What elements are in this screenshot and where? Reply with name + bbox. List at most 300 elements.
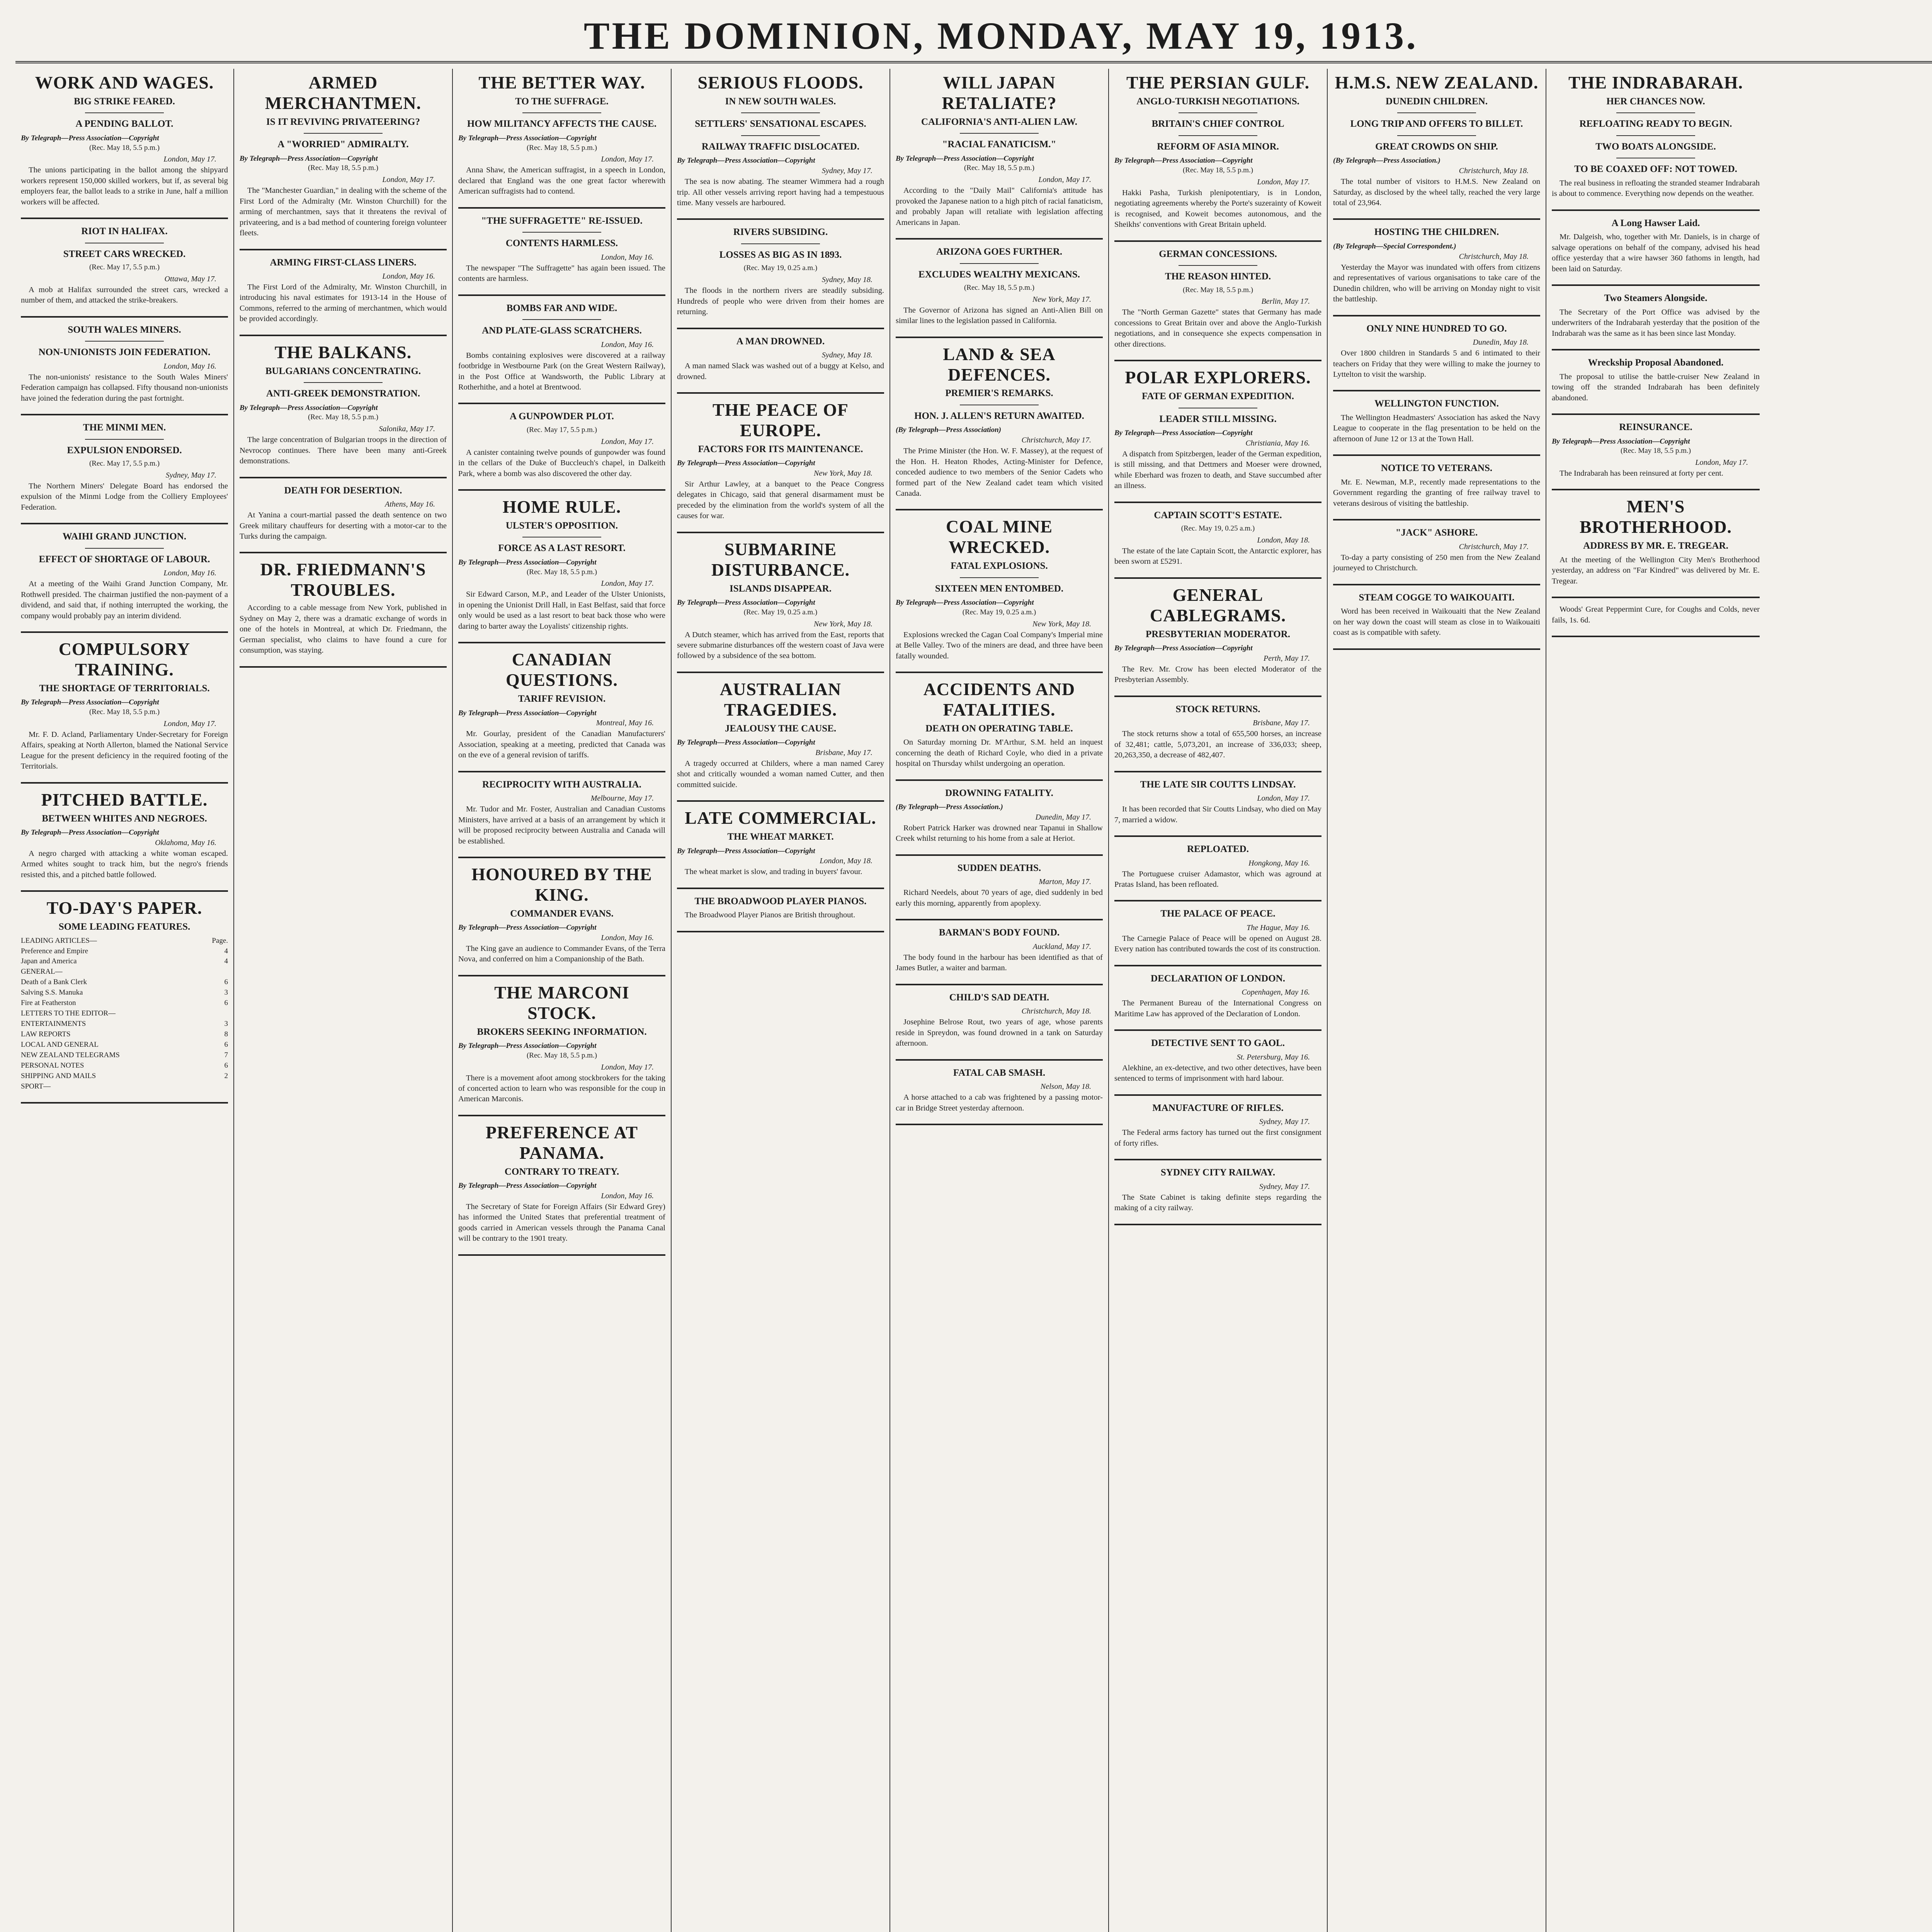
- article-deck: THE PALACE OF PEACE.: [1160, 908, 1276, 919]
- article-deck: REFORM OF ASIA MINOR.: [1157, 141, 1279, 152]
- article-body: The "Manchester Guardian," in dealing with the scheme of the First Lord of the Admiralty (Mr. Winston Churchill) for the arming of merchantmen, says that it threatens the revival of privateering, and is a bad method of countering foreign volunteer fleets.: [240, 186, 447, 238]
- article-body: The large concentration of Bulgarian troops in the direction of Nevrocop continues. There have been many anti-Greek demonstrations.: [240, 435, 447, 466]
- news-article: [458, 650, 665, 760]
- article-separator: [896, 919, 1103, 920]
- article-deck: IS IT REVIVING PRIVATEERING?: [266, 116, 420, 127]
- dateline: Christchurch, May 18.: [1021, 1007, 1091, 1016]
- received-time: (Rec. May 18, 5.5 p.m.): [308, 164, 379, 172]
- contents-row: [21, 1019, 228, 1029]
- article-headline: THE BETTER WAY.: [478, 73, 645, 92]
- press-credit: By Telegraph—Press Association—Copyright: [677, 459, 815, 468]
- contents-row: [21, 946, 228, 957]
- press-credit: By Telegraph—Press Association—Copyright: [458, 134, 597, 142]
- article-deck: LOSSES AS BIG AS IN 1893.: [719, 249, 842, 260]
- article-deck: DEATH FOR DESERTION.: [284, 485, 402, 496]
- dateline: Montreal, May 16.: [596, 719, 654, 728]
- news-article: [1333, 527, 1540, 573]
- news-article: [21, 790, 228, 880]
- article-deck: LEADER STILL MISSING.: [1159, 413, 1277, 424]
- article-deck: HER CHANCES NOW.: [1606, 96, 1705, 107]
- news-column: [890, 69, 1109, 1932]
- news-article: [458, 779, 665, 847]
- press-credit: By Telegraph—Press Association—Copyright: [458, 709, 597, 717]
- article-headline: THE INDRABARAH.: [1568, 73, 1743, 92]
- article-separator: [896, 1124, 1103, 1125]
- contents-page: 4: [224, 947, 228, 955]
- article-deck: "JACK" ASHORE.: [1395, 527, 1478, 538]
- news-article: [1114, 585, 1321, 685]
- article-body: The First Lord of the Admiralty, Mr. Winston Churchill, in introducing his naval estimates for 1913-14 in the House of Commons, referred to the arming of merchantmen, which would be provided accordingly.: [240, 283, 447, 323]
- article-separator: [677, 888, 884, 889]
- article-headline: DR. FRIEDMANN'S TROUBLES.: [260, 560, 426, 600]
- article-separator: [677, 532, 884, 533]
- dateline: Christchurch, May 18.: [1459, 252, 1529, 261]
- article-headline: H.M.S. NEW ZEALAND.: [1335, 73, 1539, 92]
- dateline: Brisbane, May 17.: [1253, 719, 1310, 728]
- article-deck: COMMANDER EVANS.: [510, 908, 614, 919]
- article-body: Word has been received in Waikouaiti that the New Zealand on her way down the coast will steam as close in to Waikouaiti coast as is compatible with safety.: [1333, 607, 1540, 637]
- received-time: (Rec. May 19, 0.25 a.m.): [1181, 524, 1255, 533]
- dateline: Dunedin, May 18.: [1473, 338, 1529, 347]
- press-credit: By Telegraph—Press Association—Copyright: [240, 154, 378, 163]
- deck-rule: [960, 577, 1039, 578]
- article-body: Robert Patrick Harker was drowned near Tapanui in Shallow Creek whilst returning to his home from a sale at Heriot.: [896, 823, 1103, 843]
- received-time: (Rec. May 18, 5.5 p.m.): [526, 568, 597, 576]
- article-deck: SIXTEEN MEN ENTOMBED.: [935, 583, 1064, 594]
- article-deck: Two Steamers Alongside.: [1604, 293, 1708, 304]
- article-headline: PITCHED BATTLE.: [41, 789, 208, 810]
- press-credit: By Telegraph—Press Association—Copyright: [677, 156, 815, 165]
- contents-label: Japan and America: [21, 957, 77, 966]
- deck-rule: [1397, 112, 1476, 113]
- news-article: [21, 531, 228, 621]
- dateline: New York, May 18.: [813, 619, 872, 628]
- news-column: [672, 69, 890, 1932]
- article-deck: HON. J. ALLEN'S RETURN AWAITED.: [914, 410, 1084, 421]
- received-time: (Rec. May 19, 0.25 a.m.): [743, 608, 818, 616]
- deck-rule: [1179, 265, 1257, 266]
- article-separator: [896, 779, 1103, 781]
- article-body: The Wellington Headmasters' Association has asked the Navy League to cooperate in the flag presentation to be held on the afternoon of June 12 or 13 at the Town Hall.: [1333, 413, 1540, 443]
- dateline: Sydney, May 17.: [821, 167, 872, 175]
- dateline: Ottawa, May 17.: [164, 274, 216, 283]
- article-body: On Saturday morning Dr. M'Arthur, S.M. held an inquest concerning the death of Richard Coyle, who died in a private hospital on Thursday whilst undergoing an operation.: [896, 738, 1103, 768]
- press-credit: By Telegraph—Press Association—Copyright: [458, 558, 597, 566]
- dateline: London, May 17.: [163, 719, 216, 728]
- article-separator: [1114, 1159, 1321, 1160]
- article-body: The Northern Miners' Delegate Board has endorsed the expulsion of the Minmi Lodge from the Colliery Employees' Federation.: [21, 481, 228, 512]
- news-article: [1552, 217, 1760, 274]
- dateline: Christchurch, May 17.: [1021, 436, 1091, 445]
- dateline: London, May 16.: [601, 1191, 654, 1200]
- dateline: London, May 17.: [601, 155, 654, 164]
- news-article: [1114, 248, 1321, 350]
- article-deck: A PENDING BALLOT.: [75, 119, 173, 129]
- contents-page: 6: [224, 1061, 228, 1070]
- deck-rule: [741, 135, 820, 136]
- article-headline: HOME RULE.: [502, 497, 621, 517]
- dateline: Sydney, May 17.: [1259, 1117, 1310, 1126]
- article-separator: [458, 771, 665, 772]
- article-body: The estate of the late Captain Scott, the Antarctic explorer, has been sworn at £5291.: [1114, 546, 1321, 566]
- contents-label: LOCAL AND GENERAL: [21, 1041, 99, 1049]
- article-deck: "RACIAL FANATICISM.": [942, 139, 1056, 150]
- news-article: [896, 517, 1103, 662]
- article-separator: [896, 238, 1103, 240]
- news-article: [21, 73, 228, 207]
- news-article: [1114, 908, 1321, 954]
- article-separator: [896, 509, 1103, 510]
- article-body: The Broadwood Player Pianos are British throughout.: [685, 911, 855, 920]
- article-body: A man named Slack was washed out of a buggy at Kelso, and drowned.: [677, 362, 884, 381]
- article-deck: CONTRARY TO TREATY.: [504, 1166, 619, 1177]
- contents-page: Page.: [212, 936, 228, 945]
- contents-row: [21, 956, 228, 967]
- deck-rule: [522, 319, 601, 320]
- article-deck: A "WORRIED" ADMIRALTY.: [277, 139, 409, 150]
- news-article: [1114, 1102, 1321, 1149]
- dateline: London, May 17.: [601, 437, 654, 446]
- news-article: [240, 560, 447, 656]
- news-article: [458, 864, 665, 965]
- news-article: [677, 226, 884, 317]
- article-deck: AND PLATE-GLASS SCRATCHERS.: [482, 325, 642, 336]
- dateline: Christiania, May 16.: [1245, 439, 1310, 447]
- contents-label: LETTERS TO THE EDITOR—: [21, 1009, 116, 1018]
- article-separator: [1333, 390, 1540, 391]
- article-body: The Indrabarah has been reinsured at forty per cent.: [1560, 469, 1724, 478]
- article-headline: THE PEACE OF EUROPE.: [713, 400, 849, 440]
- article-body: A dispatch from Spitzbergen, leader of the German expedition, is still missing, and that Dettmers and Moeser were drowned, while Eberhard was frozen to death, and Stave succumbed after an illness.: [1114, 449, 1321, 490]
- article-body: The Secretary of State for Foreign Affairs (Sir Edward Grey) has informed the United States that preferential treatment of goods carried in American vessels through the Panama Canal will be contrary to the 1901 treaty.: [458, 1202, 665, 1243]
- article-deck: ANGLO-TURKISH NEGOTIATIONS.: [1136, 96, 1299, 107]
- news-column: [1546, 69, 1765, 1932]
- news-article: [458, 73, 665, 197]
- article-separator: [1114, 835, 1321, 837]
- article-deck: GREAT CROWDS ON SHIP.: [1375, 141, 1498, 152]
- news-article: [677, 335, 884, 382]
- article-deck: A MAN DROWNED.: [736, 336, 825, 347]
- article-deck: DECLARATION OF LONDON.: [1151, 973, 1285, 984]
- contents-row: [21, 1009, 228, 1019]
- article-body: The newspaper "The Suffragette" has again been issued. The contents are harmless.: [458, 264, 665, 283]
- news-article: [458, 302, 665, 393]
- dateline: London, May 18.: [1257, 536, 1310, 544]
- press-credit: By Telegraph—Press Association—Copyright: [240, 403, 378, 412]
- dateline: London, May 17.: [163, 155, 216, 164]
- article-body: The proposal to utilise the battle-cruiser New Zealand in towing off the stranded Indrabarah has been definitely abandoned.: [1552, 372, 1760, 402]
- news-article: [1333, 592, 1540, 638]
- news-article: [458, 983, 665, 1105]
- article-deck: THE WHEAT MARKET.: [727, 832, 834, 842]
- article-body: The body found in the harbour has been identified as that of James Butler, a waiter and barman.: [896, 953, 1103, 973]
- contents-row: [21, 1040, 228, 1050]
- article-deck: EXPULSION ENDORSED.: [67, 445, 182, 456]
- news-article: [21, 422, 228, 513]
- received-time: (Rec. May 18, 5.5 p.m.): [1620, 447, 1691, 455]
- article-separator: [1114, 900, 1321, 901]
- article-headline: MEN'S BROTHERHOOD.: [1579, 497, 1732, 537]
- article-separator: [1114, 696, 1321, 697]
- news-article: [677, 400, 884, 522]
- article-body: Mr. Dalgeish, who, together with Mr. Daniels, is in charge of salvage operations on behalf of the company, advised his head office yesterday that a wire hawser 360 fathoms in length, had been laid on Saturday.: [1552, 233, 1760, 273]
- article-deck: ANTI-GREEK DEMONSTRATION.: [266, 388, 420, 399]
- article-separator: [458, 1254, 665, 1256]
- article-body: To-day a party consisting of 250 men from the New Zealand journeyed to Christchurch.: [1333, 553, 1540, 573]
- received-time: (Rec. May 18, 5.5 p.m.): [1182, 286, 1253, 294]
- article-separator: [1333, 648, 1540, 650]
- article-deck: IN NEW SOUTH WALES.: [725, 96, 836, 107]
- article-deck: TO BE COAXED OFF: NOT TOWED.: [1574, 164, 1737, 175]
- article-deck: A Long Hawser Laid.: [1611, 218, 1700, 228]
- dateline: London, May 16.: [601, 253, 654, 262]
- article-body: The Prime Minister (the Hon. W. F. Massey), at the request of the Hon. H. Heaton Rhodes, Acting-Minister for Defence, conceded audience to two members of the Senior Cadets who formed part of the New Zealand cadet team which visited Canada.: [896, 447, 1103, 498]
- deck-rule: [1616, 112, 1695, 113]
- article-headline: COAL MINE WRECKED.: [946, 517, 1053, 557]
- news-article: [896, 927, 1103, 973]
- article-deck: HOW MILITANCY AFFECTS THE CAUSE.: [467, 119, 657, 129]
- article-body: According to the "Daily Mail" California's attitude has provoked the Japanese nation to a high pitch of racial fanaticism, and probably Japan will retaliate with legislation affecting Americans in Japan.: [896, 186, 1103, 227]
- dateline: Brisbane, May 17.: [815, 748, 872, 757]
- dateline: London, May 17.: [1257, 794, 1310, 803]
- article-body: A canister containing twelve pounds of gunpowder was found in the cellars of the Duke of Buccleuch's chapel, in Dalkeith Park, where a bomb was also discovered the other day.: [458, 448, 665, 478]
- article-separator: [1333, 454, 1540, 456]
- article-separator: [1114, 240, 1321, 242]
- contents-label: LAW REPORTS: [21, 1030, 71, 1039]
- article-deck: JEALOUSY THE CAUSE.: [724, 723, 837, 734]
- received-time: (Rec. May 18, 5.5 p.m.): [964, 284, 1035, 292]
- news-article: [21, 225, 228, 306]
- article-separator: [896, 854, 1103, 856]
- dateline: Hongkong, May 16.: [1248, 859, 1310, 867]
- contents-page: 4: [224, 957, 228, 966]
- article-deck: EXCLUDES WEALTHY MEXICANS.: [918, 269, 1080, 280]
- news-article: [1552, 292, 1760, 339]
- deck-rule: [522, 112, 601, 113]
- article-separator: [21, 316, 228, 318]
- contents-row: [21, 967, 228, 977]
- contents-label: ENTERTAINMENTS: [21, 1020, 86, 1028]
- article-deck: SETTLERS' SENSATIONAL ESCAPES.: [695, 119, 866, 129]
- deck-rule: [1179, 135, 1257, 136]
- news-article: [677, 539, 884, 662]
- article-deck: TARIFF REVISION.: [518, 694, 606, 704]
- article-body: The Permanent Bureau of the International Congress on Maritime Law has approved of the Declaration of London.: [1114, 999, 1321, 1018]
- article-deck: TO THE SUFFRAGE.: [515, 96, 609, 107]
- article-body: Yesterday the Mayor was inundated with offers from citizens and representatives of various organisations to take care of the Dunedin children, who will be arriving on Monday night to visit the battleship.: [1333, 263, 1540, 304]
- dateline: London, May 17.: [1257, 177, 1310, 186]
- article-headline: THE MARCONI STOCK.: [494, 982, 629, 1023]
- dateline: New York, May 18.: [813, 469, 872, 478]
- deck-rule: [741, 112, 820, 113]
- article-body: Richard Needels, about 70 years of age, died suddenly in bed early this morning, apparently from apoplexy.: [896, 888, 1103, 908]
- contents-page: 6: [224, 999, 228, 1007]
- article-headline: AUSTRALIAN TRAGEDIES.: [719, 679, 842, 719]
- article-separator: [1114, 1029, 1321, 1031]
- dateline: Christchurch, May 18.: [1459, 167, 1529, 175]
- article-deck: CONTENTS HARMLESS.: [505, 238, 618, 249]
- contents-label: Preference and Empire: [21, 947, 88, 955]
- contents-label: SPORT—: [21, 1082, 51, 1091]
- article-deck: REFLOATING READY TO BEGIN.: [1579, 119, 1732, 129]
- news-article: [677, 73, 884, 208]
- article-separator: [1552, 349, 1760, 350]
- article-separator: [458, 1115, 665, 1116]
- article-deck: SUDDEN DEATHS.: [957, 862, 1041, 873]
- dateline: Sydney, May 17.: [165, 471, 216, 480]
- dateline: London, May 16.: [163, 569, 216, 578]
- article-separator: [21, 782, 228, 784]
- dateline: London, May 17.: [1695, 458, 1748, 467]
- article-body: The total number of visitors to H.M.S. New Zealand on Saturday, as disclosed by the wheel tally, reached the very large total of 23,964.: [1333, 177, 1540, 207]
- contents-row: [21, 1082, 228, 1092]
- news-article: [677, 808, 884, 878]
- article-deck: SOUTH WALES MINERS.: [68, 324, 181, 335]
- contents-row: [21, 977, 228, 988]
- article-headline: PREFERENCE AT PANAMA.: [485, 1122, 638, 1163]
- article-body: The Rev. Mr. Crow has been elected Moderator of the Presbyterian Assembly.: [1114, 665, 1321, 684]
- press-credit: By Telegraph—Press Association—Copyright: [458, 1182, 597, 1190]
- received-time: (Rec. May 18, 5.5 p.m.): [526, 143, 597, 152]
- article-body: According to a cable message from New York, published in Sydney on May 2, there was a dramatic exchange of words in one of the hotels in Montreal, at which Dr. Friedmann, the German specialist, who claims to have found a cure for consumption, was staying.: [240, 604, 447, 655]
- news-column: [15, 69, 234, 1932]
- contents-label: SHIPPING AND MAILS: [21, 1072, 96, 1080]
- article-headline: COMPULSORY TRAINING.: [58, 639, 190, 680]
- news-article: [896, 787, 1103, 844]
- contents-page: 3: [224, 1020, 228, 1028]
- article-deck: GERMAN CONCESSIONS.: [1159, 248, 1277, 259]
- article-deck: PRESBYTERIAN MODERATOR.: [1145, 629, 1291, 639]
- article-separator: [21, 218, 228, 219]
- article-separator: [896, 337, 1103, 338]
- article-headline: POLAR EXPLORERS.: [1125, 367, 1311, 388]
- received-time: (Rec. May 18, 5.5 p.m.): [526, 1051, 597, 1060]
- article-deck: TWO BOATS ALONGSIDE.: [1595, 141, 1716, 152]
- article-body: Mr. Gourlay, president of the Canadian Manufacturers' Association, speaking at a meeting, predicted that Canada was on the eve of a general revision of tariffs.: [458, 730, 665, 760]
- dateline: Oklahoma, May 16.: [155, 838, 216, 847]
- news-article: [1333, 398, 1540, 444]
- dateline: Salonika, May 17.: [379, 425, 435, 434]
- article-deck: THE SHORTAGE OF TERRITORIALS.: [39, 683, 210, 694]
- news-article: [1114, 843, 1321, 890]
- article-separator: [1114, 577, 1321, 579]
- news-article: [896, 344, 1103, 499]
- contents-label: GENERAL—: [21, 968, 63, 976]
- received-time: (Rec. May 18, 5.5 p.m.): [1182, 166, 1253, 175]
- article-deck: A GUNPOWDER PLOT.: [510, 411, 614, 422]
- article-body: Mr. Tudor and Mr. Foster, Australian and Canadian Customs Ministers, have arrived at a basis of an arrangement by which it will be proposed reciprocity between Australia and Canada will be established.: [458, 805, 665, 845]
- article-separator: [1114, 502, 1321, 503]
- press-credit: (By Telegraph—Press Association.): [896, 803, 1003, 811]
- news-article: [458, 497, 665, 632]
- contents-label: Death of a Bank Clerk: [21, 978, 87, 986]
- press-credit: By Telegraph—Press Association—Copyright: [1552, 437, 1690, 446]
- article-separator: [240, 477, 447, 478]
- news-article: [1333, 73, 1540, 208]
- dateline: The Hague, May 16.: [1247, 923, 1310, 932]
- article-deck: MANUFACTURE OF RIFLES.: [1152, 1102, 1284, 1113]
- contents-row: [21, 1071, 228, 1082]
- article-deck: FACTORS FOR ITS MAINTENANCE.: [698, 444, 863, 454]
- dateline: Auckland, May 17.: [1032, 942, 1091, 951]
- news-article: [1114, 973, 1321, 1019]
- press-credit: By Telegraph—Press Association—Copyright: [1114, 644, 1253, 653]
- article-body: Bombs containing explosives were discovered at a railway footbridge in Westbourne Park (on the Great Western Railway), in the Post Office at Wandsworth, the Public Library at Rotherhithe, and a hotel at Brentwood.: [458, 351, 665, 392]
- dateline: New York, May 18.: [1032, 619, 1091, 628]
- contents-page: 3: [224, 988, 228, 997]
- contents-row: [21, 936, 228, 946]
- article-separator: [21, 631, 228, 633]
- article-deck: THE MINMI MEN.: [83, 422, 166, 433]
- press-credit: (By Telegraph—Special Correspondent.): [1333, 242, 1456, 250]
- article-separator: [1114, 965, 1321, 966]
- contents-label: NEW ZEALAND TELEGRAMS: [21, 1051, 120, 1060]
- deck-rule: [960, 133, 1039, 134]
- article-body: Josephine Belrose Rout, two years of age, whose parents reside in Spreydon, was found drowned in a tank on Saturday afternoon.: [896, 1018, 1103, 1048]
- article-deck: STEAM COGGE TO WAIKOUAITI.: [1359, 592, 1515, 603]
- press-credit: By Telegraph—Press Association—Copyright: [1114, 429, 1253, 437]
- article-body: Mr. E. Newman, M.P., recently made representations to the Government regarding the granting of free railway travel to veterans desirous of visiting the battleship.: [1333, 478, 1540, 508]
- received-time: (Rec. May 17, 5.5 p.m.): [89, 459, 160, 468]
- article-body: The Secretary of the Port Office was advised by the underwriters of the Indrabarah yesterday that the position of the Indrabarah was the same as it has been since last Monday.: [1552, 308, 1760, 338]
- article-separator: [677, 800, 884, 802]
- dateline: London, May 16.: [163, 362, 216, 371]
- article-separator: [240, 552, 447, 553]
- news-article: [1333, 226, 1540, 304]
- article-headline: THE BALKANS.: [274, 342, 412, 362]
- article-deck: BRITAIN'S CHIEF CONTROL: [1151, 119, 1284, 129]
- news-column: [1109, 69, 1328, 1932]
- dateline: Athens, May 16.: [385, 500, 435, 509]
- article-deck: REPLOATED.: [1187, 844, 1249, 855]
- article-separator: [21, 414, 228, 415]
- news-article: [677, 679, 884, 790]
- article-deck: DETECTIVE SENT TO GAOL.: [1151, 1038, 1285, 1049]
- article-separator: [1552, 636, 1760, 637]
- received-time: (Rec. May 18, 5.5 p.m.): [89, 708, 160, 716]
- article-deck: BULGARIANS CONCENTRATING.: [265, 366, 421, 376]
- article-body: Anna Shaw, the American suffragist, in a speech in London, declared that England was the one great factor wherewith American suffragists had to contend.: [458, 166, 665, 196]
- deck-rule: [1397, 135, 1476, 136]
- article-body: The King gave an audience to Commander Evans, of the Terra Nova, and conferred on him a Companionship of the Bath.: [458, 944, 665, 964]
- article-body: A negro charged with attacking a white woman escaped. Armed whites sought to track him, but the negro's friends resisted this, and a pitched battle followed.: [21, 849, 228, 879]
- news-article: [1552, 73, 1760, 199]
- article-separator: [458, 294, 665, 296]
- article-body: At a meeting of the Waihi Grand Junction Company, Mr. Rothwell presided. The chairman justified the non-payment of a dividend, and said that, if nothing interrupted the working, the company would probably pay an interim dividend.: [21, 580, 228, 620]
- article-separator: [21, 890, 228, 892]
- article-separator: [677, 328, 884, 329]
- article-deck: BROKERS SEEKING INFORMATION.: [477, 1026, 647, 1037]
- news-column: [234, 69, 453, 1932]
- article-headline: ARMED MERCHANTMEN.: [265, 73, 422, 113]
- press-credit: (By Telegraph—Press Association.): [1333, 156, 1440, 165]
- article-headline: SERIOUS FLOODS.: [697, 73, 864, 92]
- article-deck: THE REASON HINTED.: [1165, 271, 1271, 282]
- news-article: [1333, 462, 1540, 509]
- article-deck: ULSTER'S OPPOSITION.: [505, 520, 618, 531]
- news-article: [240, 73, 447, 239]
- article-separator: [240, 249, 447, 250]
- article-body: The real business in refloating the stranded steamer Indrabarah is about to commence. Everything now depends on the weather.: [1552, 179, 1760, 198]
- article-deck: FATAL CAB SMASH.: [953, 1067, 1046, 1078]
- article-deck: THE LATE SIR COUTTS LINDSAY.: [1140, 779, 1296, 790]
- press-credit: By Telegraph—Press Association—Copyright: [21, 828, 159, 837]
- article-body: The Federal arms factory has turned out the first consignment of forty rifles.: [1114, 1128, 1321, 1148]
- dateline: Sydney, May 17.: [1259, 1182, 1310, 1191]
- article-separator: [458, 642, 665, 643]
- article-body: Woods' Great Peppermint Cure, for Coughs and Colds, never fails, 1s. 6d.: [1552, 605, 1760, 624]
- news-article: [21, 898, 228, 1092]
